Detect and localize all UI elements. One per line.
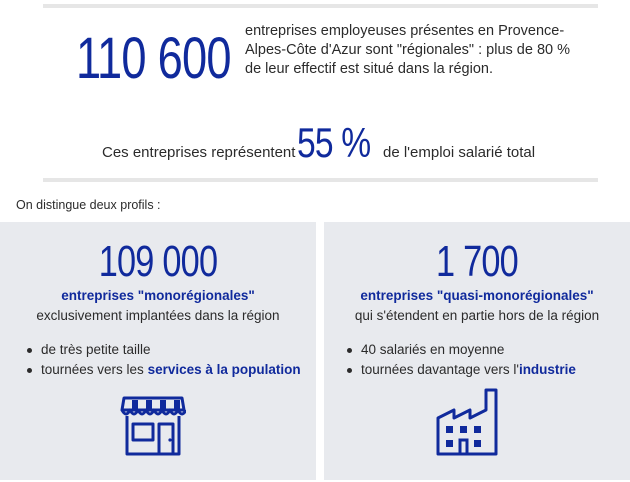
factory-icon [434,386,504,458]
profile-bullets [344,340,576,380]
list-item: tournées vers les services à la population [24,360,301,380]
share-value: 55 % [297,119,371,166]
profiles-intro: On distingue deux profils : [16,198,161,212]
headline-number: 110 600 [76,26,231,91]
profile-subtitle: qui s'étendent en partie hors de la région [354,308,600,323]
middle-divider [43,178,598,182]
list-item: 40 salariés en moyenne [344,340,576,360]
profile-title: entreprises "quasi-monorégionales" [360,288,594,303]
list-item: tournées davantage vers l'industrie [344,360,576,380]
top-divider [43,4,598,8]
share-suffix: de l'emploi salarié total [383,144,536,161]
headline-text: entreprises employeuses présentes en Provence-Alpes-Côte d'Azur sont "régionales" : plus de 80 % de leur effectif est situé dans la région. [245,23,570,77]
list-item: de très petite taille [24,340,301,360]
profile-panel-quasi-monoregional [324,222,630,480]
profile-title: entreprises "monorégionales" [61,288,255,303]
profile-panel-monoregional [0,222,316,480]
profile-bullets [24,340,301,380]
share-prefix: Ces entreprises représentent [102,144,296,161]
profile-subtitle: exclusivement implantées dans la région [36,308,280,323]
profile-number: 109 000 [98,237,218,286]
profile-number: 1 700 [436,237,518,286]
employment-share [0,120,630,170]
store-icon [120,394,186,458]
